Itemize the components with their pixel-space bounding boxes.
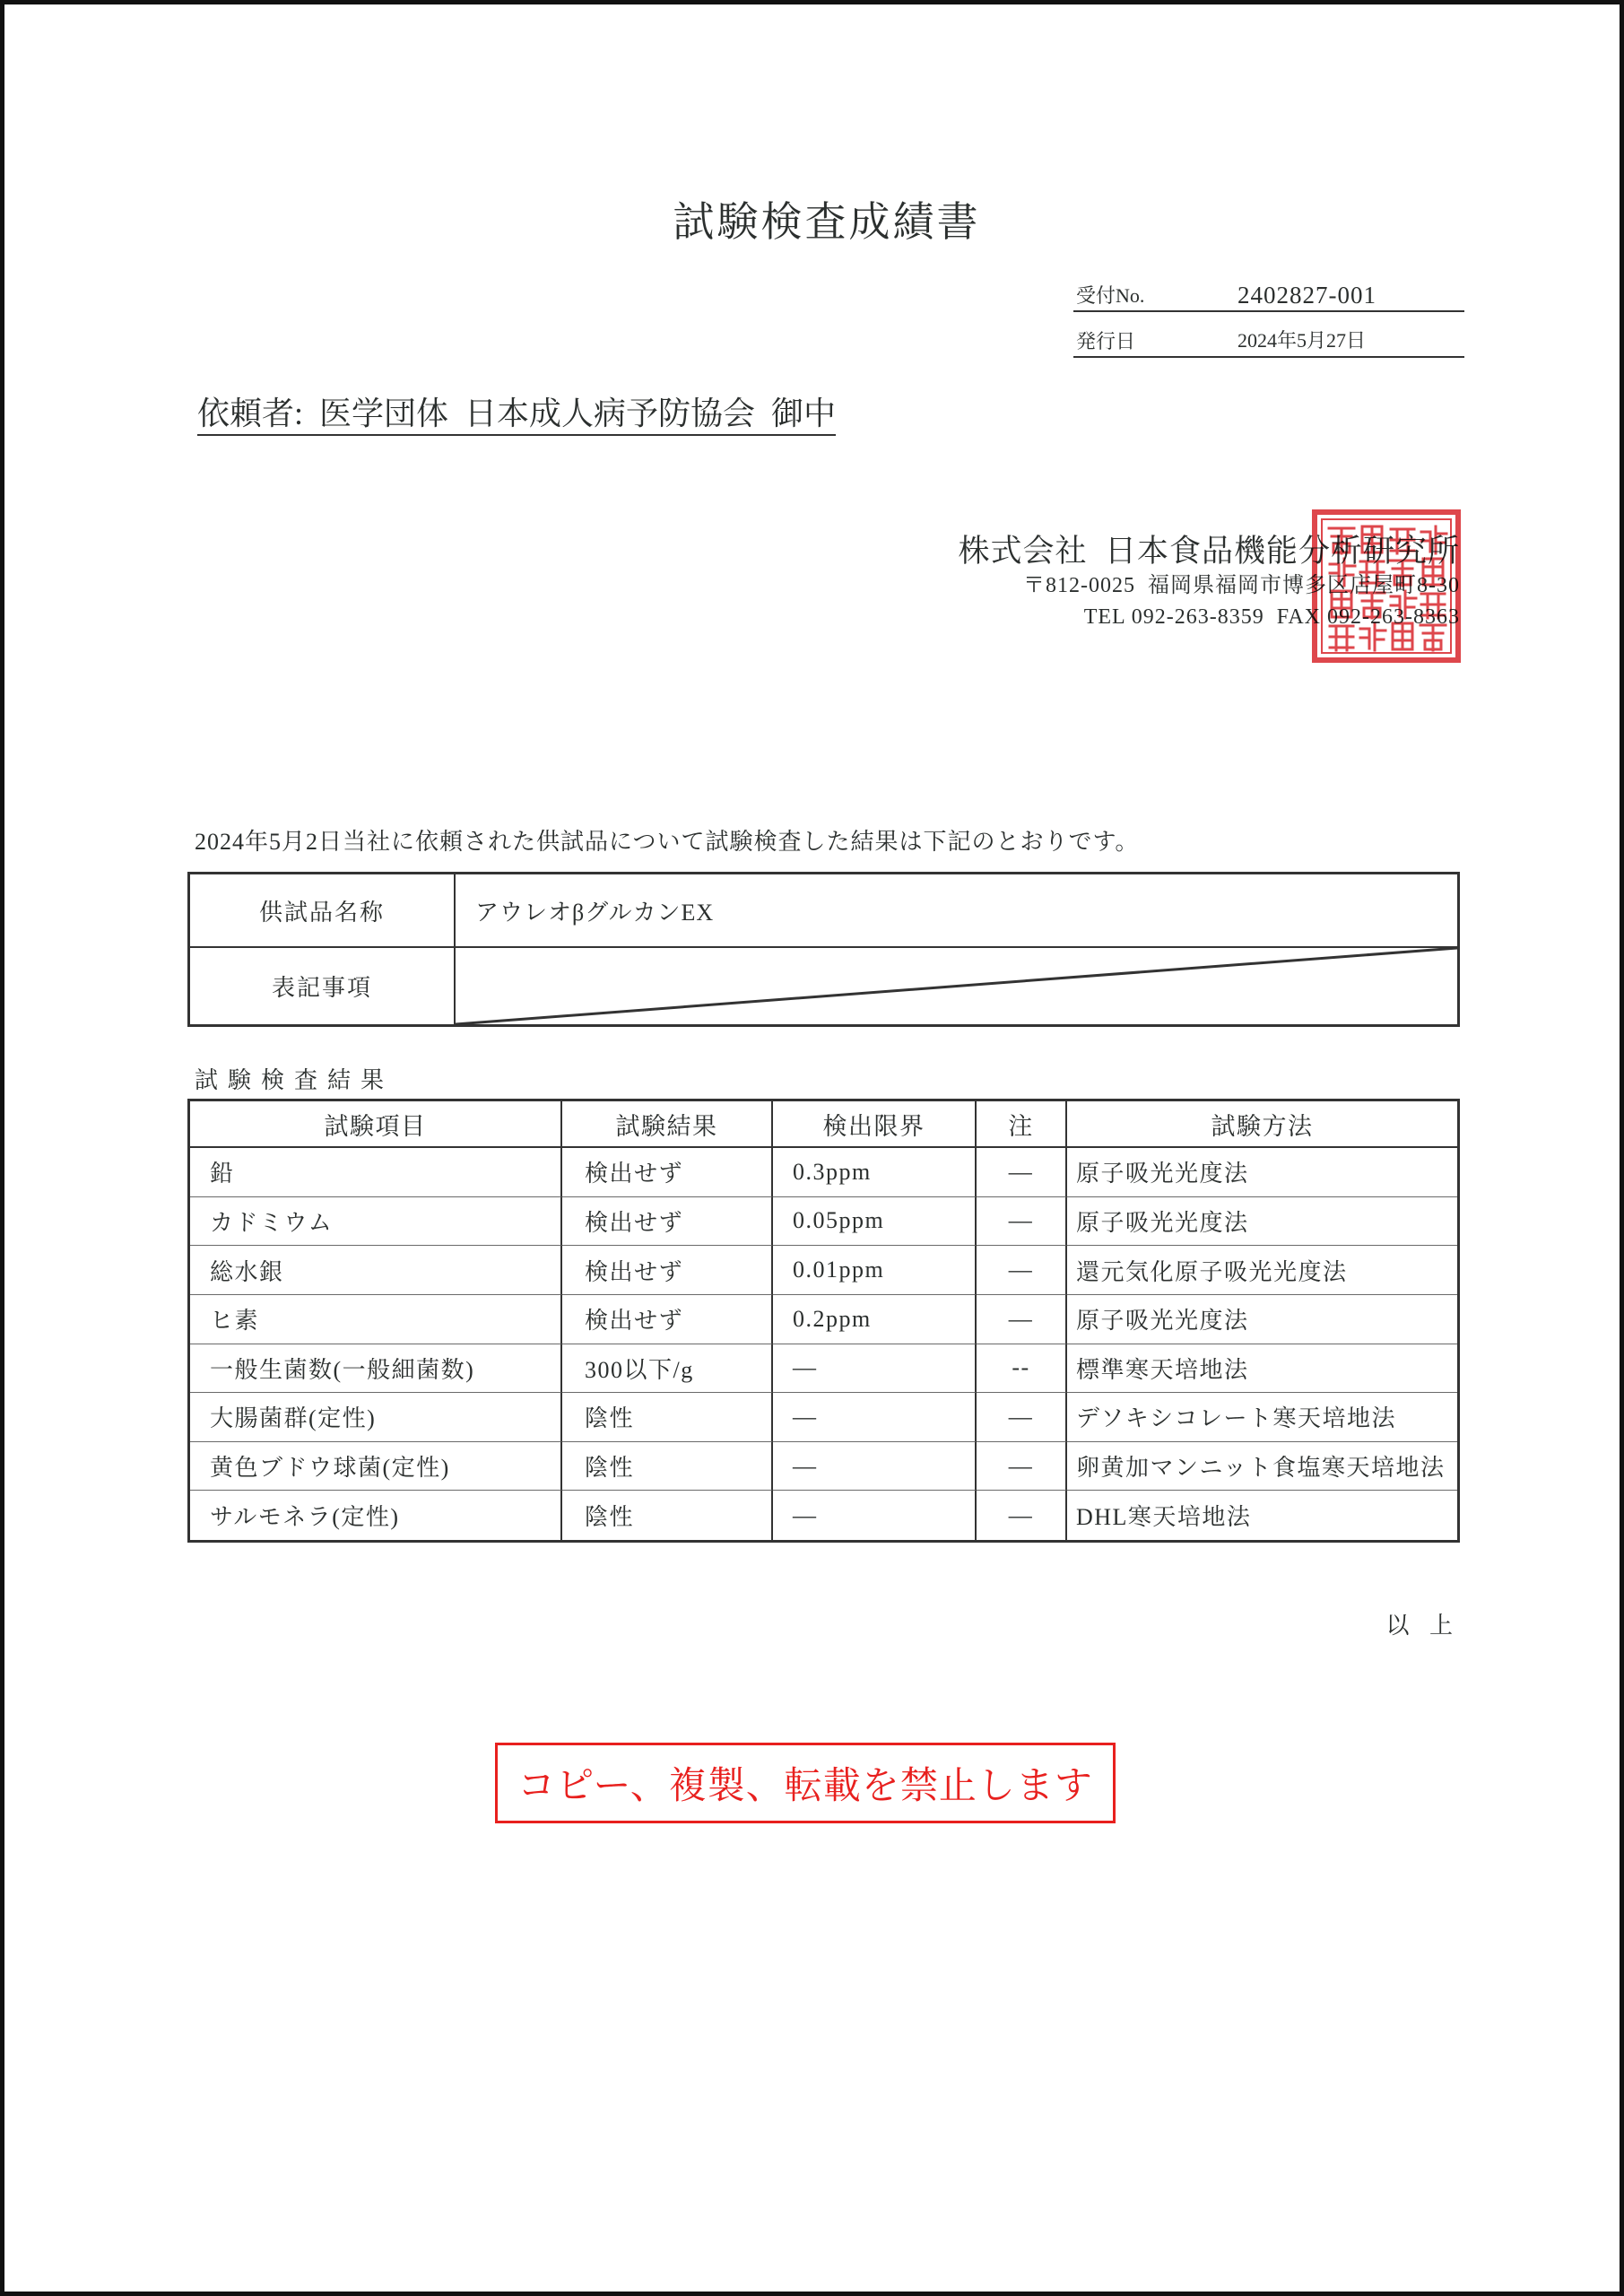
- result-detection-limit: —: [773, 1344, 977, 1394]
- result-detection-limit: 0.3ppm: [773, 1148, 977, 1197]
- result-value: 陰性: [562, 1442, 773, 1492]
- results-table: [187, 1099, 1460, 1543]
- result-item: 大腸菌群(定性): [190, 1393, 562, 1442]
- reception-number-row: [1073, 280, 1464, 312]
- document-title: 試験検査成績書: [673, 199, 981, 245]
- results-header-item: 試験項目: [190, 1101, 562, 1148]
- result-value: 検出せず: [562, 1295, 773, 1344]
- company-seal-graphic: [1311, 509, 1462, 664]
- results-header-method: 試験方法: [1067, 1101, 1457, 1148]
- issue-date-label: 発行日: [1076, 330, 1136, 352]
- result-value: 検出せず: [562, 1148, 773, 1197]
- result-item: カドミウム: [190, 1197, 562, 1247]
- result-method: 原子吸光光度法: [1067, 1295, 1457, 1344]
- issuer-company-name: 株式会社 日本食品機能分析研究所: [958, 534, 1460, 569]
- result-note: --: [977, 1344, 1067, 1394]
- result-method: 原子吸光光度法: [1067, 1197, 1457, 1247]
- result-item: ヒ素: [190, 1295, 562, 1344]
- result-item: 鉛: [190, 1148, 562, 1197]
- client-name: 依頼者: 医学団体 日本成人病予防協会 御中: [197, 396, 836, 436]
- company-seal: [1311, 509, 1462, 664]
- result-value: 検出せず: [562, 1197, 773, 1247]
- results-heading: 試験検査結果: [195, 1067, 395, 1093]
- sample-table: [187, 872, 1460, 1027]
- results-header-result: 試験結果: [562, 1101, 773, 1148]
- result-method: デソキシコレート寒天培地法: [1067, 1393, 1457, 1442]
- result-method: 卵黄加マンニット食塩寒天培地法: [1067, 1442, 1457, 1492]
- issue-date-row: [1073, 329, 1464, 358]
- blank-diagonal-line: [456, 948, 1457, 1024]
- result-item: 一般生菌数(一般細菌数): [190, 1344, 562, 1394]
- result-detection-limit: 0.2ppm: [773, 1295, 977, 1344]
- labeling-value-cell: [456, 948, 1457, 1024]
- result-value: 陰性: [562, 1491, 773, 1540]
- sample-name-label: 供試品名称: [190, 874, 456, 948]
- result-detection-limit: —: [773, 1393, 977, 1442]
- result-note: —: [977, 1246, 1067, 1295]
- result-method: 還元気化原子吸光光度法: [1067, 1246, 1457, 1295]
- result-note: —: [977, 1393, 1067, 1442]
- issuer-address: 〒812-0025 福岡県福岡市博多区店屋町8-30: [1023, 574, 1460, 597]
- issuer-contact: TEL 092-263-8359 FAX 092-263-8363: [1083, 605, 1460, 629]
- result-value: 陰性: [562, 1393, 773, 1442]
- result-value: 検出せず: [562, 1246, 773, 1295]
- intro-statement: 2024年5月2日当社に依頼された供試品について試験検査した結果は下記のとおりです。: [195, 829, 1140, 855]
- sample-name-value: アウレオβグルカンEX: [456, 874, 1457, 948]
- issue-date-value: 2024年5月27日: [1238, 329, 1367, 352]
- result-item: 黄色ブドウ球菌(定性): [190, 1442, 562, 1492]
- results-header-note: 注: [977, 1101, 1067, 1148]
- result-method: 標準寒天培地法: [1067, 1344, 1457, 1394]
- result-item: 総水銀: [190, 1246, 562, 1295]
- result-note: —: [977, 1197, 1067, 1247]
- result-note: —: [977, 1442, 1067, 1492]
- results-header-limit: 検出限界: [773, 1101, 977, 1148]
- copy-prohibited-notice: [495, 1743, 1116, 1823]
- reception-number-value: 2402827-001: [1238, 282, 1376, 309]
- closing-mark: 以 上: [1385, 1613, 1460, 1639]
- result-note: —: [977, 1491, 1067, 1540]
- result-detection-limit: —: [773, 1491, 977, 1540]
- result-value: 300以下/g: [562, 1344, 773, 1394]
- result-detection-limit: 0.01ppm: [773, 1246, 977, 1295]
- result-item: サルモネラ(定性): [190, 1491, 562, 1540]
- result-detection-limit: 0.05ppm: [773, 1197, 977, 1247]
- result-method: DHL寒天培地法: [1076, 1504, 1252, 1531]
- result-method: 原子吸光光度法: [1067, 1148, 1457, 1197]
- reception-number-label: 受付No.: [1076, 284, 1145, 307]
- result-detection-limit: —: [773, 1442, 977, 1492]
- labeling-label: 表記事項: [190, 948, 456, 1024]
- result-note: —: [977, 1148, 1067, 1197]
- copy-prohibited-text: コピー、複製、転載を禁止します: [517, 1763, 1093, 1807]
- result-note: —: [977, 1295, 1067, 1344]
